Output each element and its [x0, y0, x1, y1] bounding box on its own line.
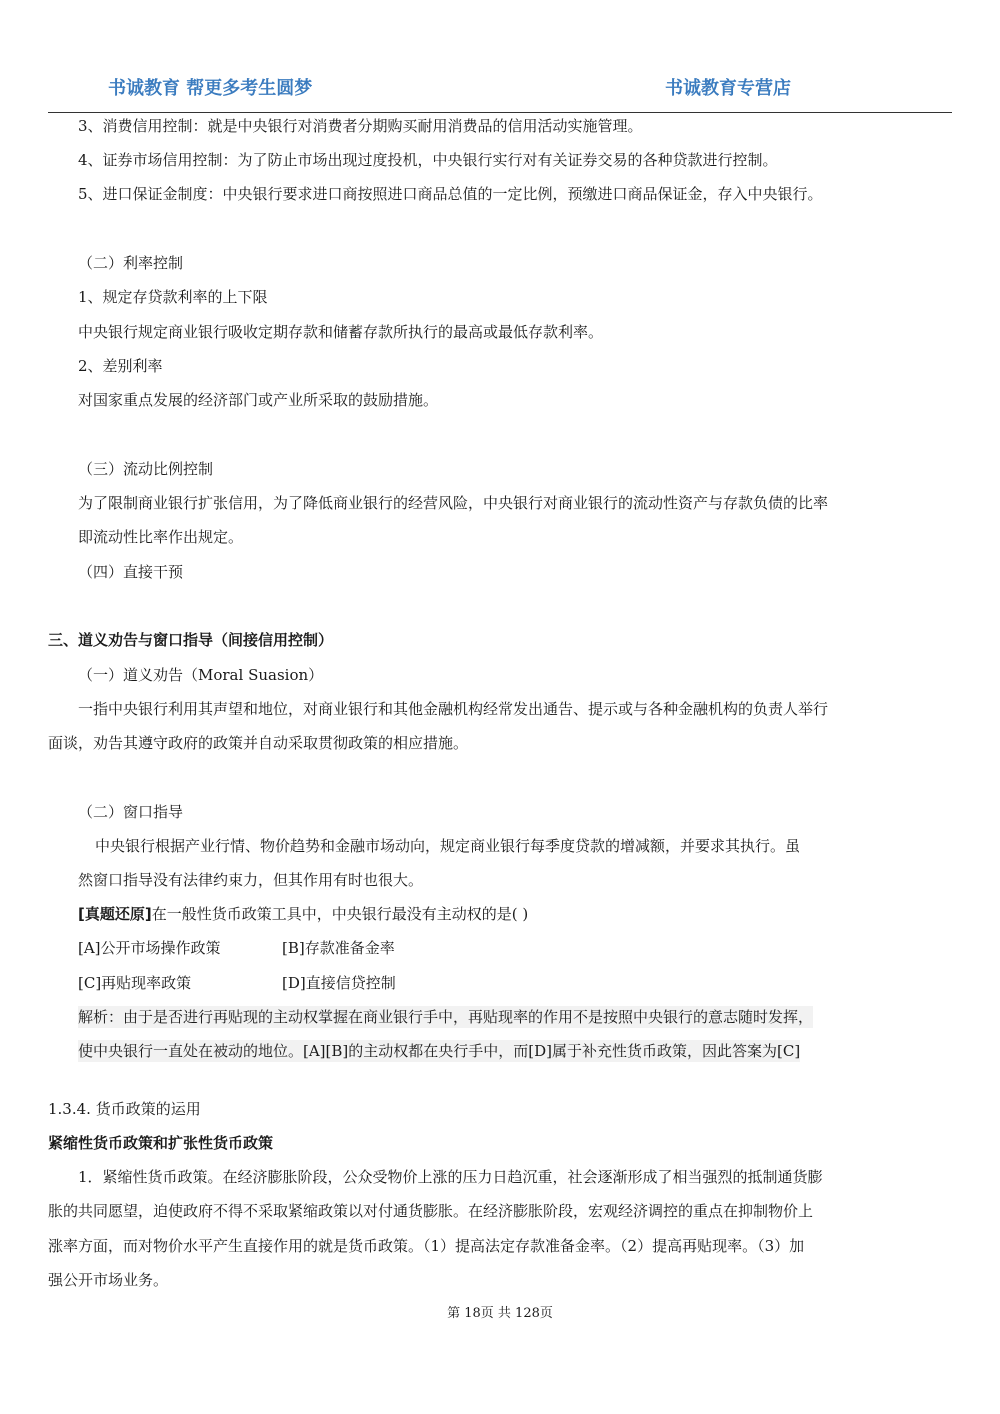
rate-item1-text: 中央银行规定商业银行吸收定期存款和储蓄存款所执行的最高或最低存款利率。: [78, 323, 604, 341]
credit-item-4: 4、证券市场信用控制：为了防止市场出现过度投机，中央银行实行对有关证券交易的各种贷款进行控制。: [78, 151, 778, 169]
credit-item-3: 3、消费信用控制：就是中央银行对消费者分期购买耐用消费品的信用活动实施管理。: [78, 117, 643, 135]
section3-heading: 三、道义劝告与窗口指导（间接信用控制）: [48, 631, 334, 649]
rate-control-title: （二）利率控制: [78, 254, 184, 272]
window-guidance-text-2: 然窗口指导没有法律约束力，但其作用有时也很大。: [78, 871, 424, 889]
analysis-text-1: 解析：由于是否进行再贴现的主动权掌握在商业银行手中，再贴现率的作用不是按照中央银行的意志随时发挥，: [78, 1008, 814, 1026]
exam-question-stem: [78, 903, 528, 925]
header-store-name: 书诚教育专营店: [665, 78, 791, 99]
option-d: [D]直接信贷控制: [282, 974, 396, 992]
option-a: [A]公开市场操作政策: [78, 939, 221, 957]
liquidity-text-1: 为了限制商业银行扩张信用，为了降低商业银行的经营风险，中央银行对商业银行的流动性资产与存款负债的比率: [78, 494, 829, 512]
credit-item-5: 5、进口保证金制度：中央银行要求进口商按照进口商品总值的一定比例，预缴进口商品保证金，存入中央银行。: [78, 185, 823, 203]
section134-para-3: 涨率方面，而对物价水平产生直接作用的就是货币政策。（1）提高法定存款准备金率。（2）提高再贴现率。（3）加: [48, 1237, 805, 1255]
window-guidance-title: （二）窗口指导: [78, 803, 184, 821]
header-divider: [48, 112, 952, 113]
section134-para-2: 胀的共同愿望，迫使政府不得不采取紧缩政策以对付通货膨胀。在经济膨胀阶段，宏观经济调控的重点在抑制物价上: [48, 1202, 814, 1220]
moral-suasion-text-1: 一指中央银行利用其声望和地位，对商业银行和其他金融机构经常发出通告、提示或与各种金融机构的负责人举行: [78, 700, 829, 718]
section134-para-1: 1．紧缩性货币政策。在经济膨胀阶段，公众受物价上涨的压力日趋沉重，社会逐渐形成了相当强烈的抵制通货膨: [78, 1168, 823, 1186]
section-number-134: 1.3.4. 货币政策的运用: [48, 1100, 201, 1118]
window-guidance-text-1: 中央银行根据产业行情、物价趋势和金融市场动向，规定商业银行每季度贷款的增减额，并要求其执行。虽: [95, 837, 801, 855]
liquidity-text-2: 即流动性比率作出规定。: [78, 528, 244, 546]
moral-suasion-title: （一）道义劝告（Moral Suasion）: [78, 666, 324, 684]
exam-question-text: 在一般性货币政策工具中，中央银行最没有主动权的是( ): [151, 905, 529, 923]
analysis-text-2: 使中央银行一直处在被动的地位。[A][B]的主动权都在央行手中，而[D]属于补充性货币政策，因此答案为[C]: [78, 1042, 801, 1060]
liquidity-title: （三）流动比例控制: [78, 460, 214, 478]
page-number: 第 18页 共 128页: [447, 1306, 553, 1321]
option-b: [B]存款准备金率: [282, 939, 395, 957]
section134-heading: 紧缩性货币政策和扩张性货币政策: [48, 1134, 274, 1152]
header-slogan: 书诚教育 帮更多考生圆梦: [108, 78, 313, 99]
options-row-1: [78, 937, 395, 959]
options-row-2: [78, 972, 396, 994]
rate-item2-title: 2、差别利率: [78, 357, 163, 375]
direct-intervention-title: （四）直接干预: [78, 563, 184, 581]
rate-item2-text: 对国家重点发展的经济部门或产业所采取的鼓励措施。: [78, 391, 439, 409]
section134-para-4: 强公开市场业务。: [48, 1271, 169, 1289]
moral-suasion-text-2: 面谈，劝告其遵守政府的政策并自动采取贯彻政策的相应措施。: [48, 734, 469, 752]
option-c: [C]再贴现率政策: [78, 974, 192, 992]
exam-question-tag: [真题还原]: [78, 905, 152, 923]
rate-item1-title: 1、规定存贷款利率的上下限: [78, 288, 268, 306]
